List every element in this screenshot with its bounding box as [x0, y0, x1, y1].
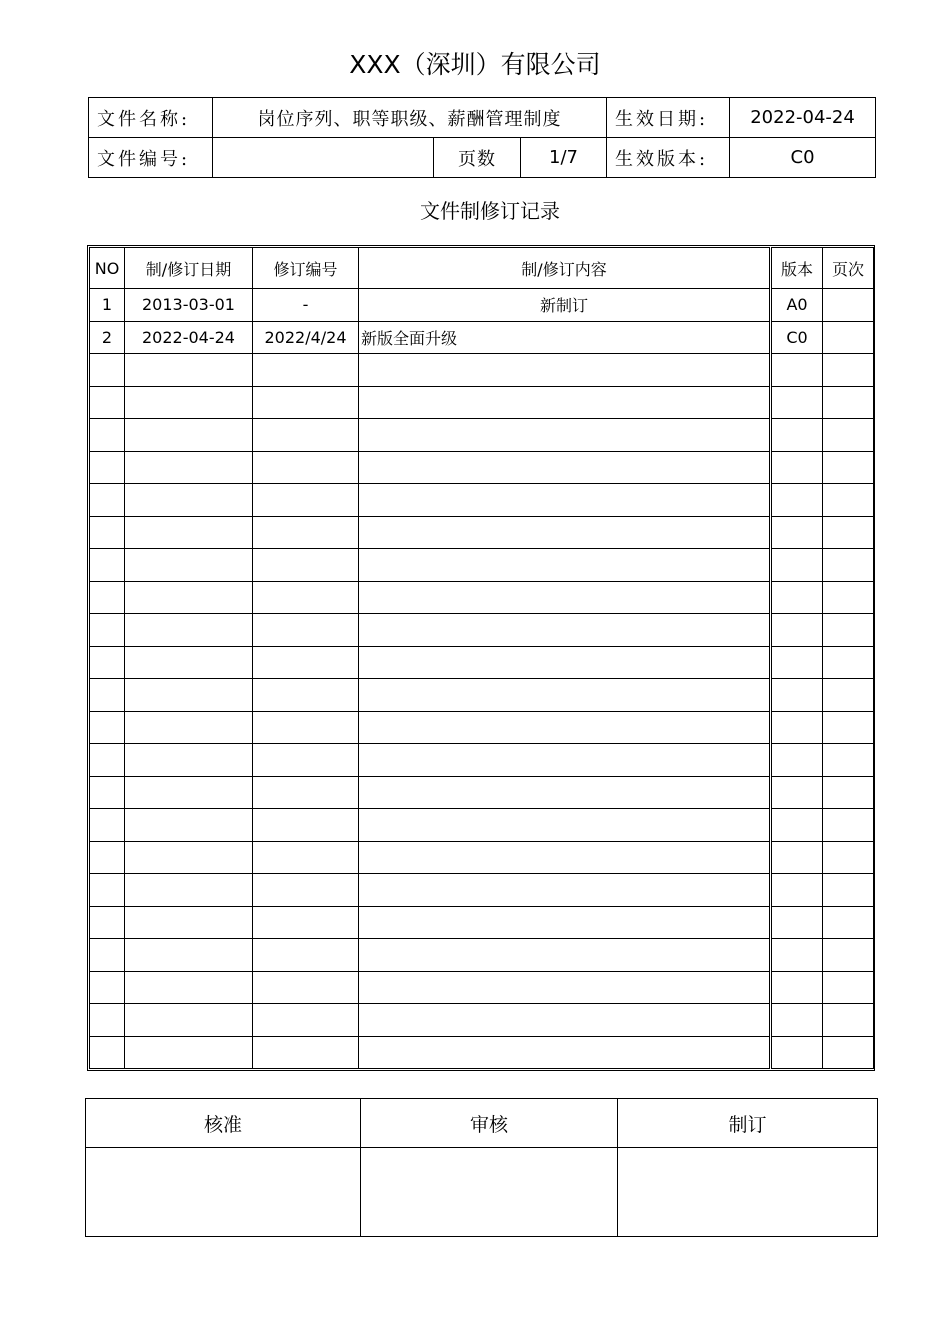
row-pages [823, 841, 874, 874]
row-no [90, 451, 125, 484]
row-no [90, 386, 125, 419]
row-date [125, 419, 253, 452]
row-content [359, 354, 771, 387]
row-pages [823, 321, 874, 354]
row-content [359, 451, 771, 484]
header-version: 版本 [771, 248, 823, 289]
row-pages [823, 484, 874, 517]
effective-date-value: 2022-04-24 [730, 98, 876, 138]
company-title: XXX（深圳）有限公司 [349, 50, 601, 79]
row-pages [823, 646, 874, 679]
row-version [771, 451, 823, 484]
row-rev-number [253, 549, 359, 582]
row-rev-number [253, 906, 359, 939]
table-row [90, 321, 874, 354]
review-signature-cell[interactable] [361, 1148, 618, 1237]
row-version [771, 809, 823, 842]
row-no [90, 874, 125, 907]
row-pages [823, 809, 874, 842]
row-rev-number [253, 1004, 359, 1037]
table-row [90, 809, 874, 842]
row-no: 2 [90, 321, 125, 354]
revision-header-row [90, 248, 874, 289]
row-version [771, 906, 823, 939]
row-version [771, 744, 823, 777]
row-content [359, 906, 771, 939]
row-pages [823, 1004, 874, 1037]
table-row [90, 451, 874, 484]
table-row [90, 939, 874, 972]
row-no [90, 354, 125, 387]
row-version [771, 679, 823, 712]
table-row [90, 874, 874, 907]
row-rev-number [253, 646, 359, 679]
row-content [359, 516, 771, 549]
row-date [125, 1004, 253, 1037]
info-row-number [89, 138, 876, 178]
table-row [90, 776, 874, 809]
row-content [359, 711, 771, 744]
row-pages [823, 776, 874, 809]
row-date [125, 939, 253, 972]
row-date [125, 906, 253, 939]
row-version [771, 776, 823, 809]
row-date [125, 1036, 253, 1069]
row-content [359, 744, 771, 777]
row-no [90, 484, 125, 517]
row-pages [823, 906, 874, 939]
table-row [90, 516, 874, 549]
row-rev-number [253, 1036, 359, 1069]
header-content: 制/修订内容 [359, 248, 771, 289]
row-content [359, 679, 771, 712]
row-rev-number: 2022/4/24 [253, 321, 359, 354]
row-no [90, 776, 125, 809]
row-content [359, 874, 771, 907]
row-pages [823, 679, 874, 712]
row-content [359, 776, 771, 809]
pages-value: 1/7 [521, 138, 607, 178]
table-row [90, 1036, 874, 1069]
table-row [90, 419, 874, 452]
doc-name-value: 岗位序列、职等职级、薪酬管理制度 [213, 98, 607, 138]
row-date [125, 874, 253, 907]
row-pages [823, 971, 874, 1004]
row-date: 2013-03-01 [125, 289, 253, 322]
row-rev-number [253, 939, 359, 972]
row-pages [823, 614, 874, 647]
row-date [125, 744, 253, 777]
approve-signature-cell[interactable] [86, 1148, 361, 1237]
row-rev-number [253, 711, 359, 744]
row-pages [823, 744, 874, 777]
row-no [90, 1036, 125, 1069]
table-row [90, 711, 874, 744]
row-no [90, 939, 125, 972]
row-no [90, 841, 125, 874]
row-content [359, 484, 771, 517]
row-version [771, 614, 823, 647]
row-content [359, 646, 771, 679]
document-info-table [88, 97, 876, 178]
row-rev-number [253, 451, 359, 484]
row-date [125, 841, 253, 874]
row-version [771, 874, 823, 907]
row-no: 1 [90, 289, 125, 322]
doc-name-label: 文件名称: [89, 98, 213, 138]
row-date [125, 646, 253, 679]
row-rev-number [253, 581, 359, 614]
row-date [125, 809, 253, 842]
table-row [90, 549, 874, 582]
table-row [90, 646, 874, 679]
row-date [125, 386, 253, 419]
row-version [771, 516, 823, 549]
row-rev-number [253, 386, 359, 419]
row-date [125, 679, 253, 712]
prepare-signature-cell[interactable] [618, 1148, 878, 1237]
row-rev-number [253, 484, 359, 517]
table-row [90, 906, 874, 939]
row-version [771, 711, 823, 744]
row-date [125, 711, 253, 744]
row-content [359, 581, 771, 614]
row-pages [823, 1036, 874, 1069]
row-pages [823, 451, 874, 484]
row-content [359, 971, 771, 1004]
table-row [90, 744, 874, 777]
approval-table [85, 1098, 878, 1237]
row-rev-number [253, 971, 359, 1004]
row-date: 2022-04-24 [125, 321, 253, 354]
row-rev-number [253, 874, 359, 907]
row-version [771, 646, 823, 679]
table-row [90, 841, 874, 874]
row-pages [823, 516, 874, 549]
row-no [90, 614, 125, 647]
row-no [90, 711, 125, 744]
table-row [90, 289, 874, 322]
row-version [771, 971, 823, 1004]
row-version [771, 939, 823, 972]
table-row [90, 354, 874, 387]
row-version [771, 484, 823, 517]
effective-version-label: 生效版本: [607, 138, 730, 178]
effective-version-value: C0 [730, 138, 876, 178]
row-date [125, 776, 253, 809]
row-date [125, 484, 253, 517]
pages-label: 页数 [434, 138, 521, 178]
row-date [125, 581, 253, 614]
header-no: NO [90, 248, 125, 289]
row-no [90, 906, 125, 939]
row-no [90, 516, 125, 549]
row-pages [823, 939, 874, 972]
row-content: 新制订 [359, 289, 771, 322]
row-rev-number [253, 354, 359, 387]
row-no [90, 971, 125, 1004]
revision-table-body [90, 248, 874, 1069]
row-content [359, 549, 771, 582]
row-pages [823, 386, 874, 419]
header-date: 制/修订日期 [125, 248, 253, 289]
header-rev-number: 修订编号 [253, 248, 359, 289]
row-content [359, 1036, 771, 1069]
row-content: 新版全面升级 [359, 321, 771, 354]
row-content [359, 419, 771, 452]
row-no [90, 646, 125, 679]
row-rev-number: - [253, 289, 359, 322]
row-version [771, 581, 823, 614]
row-version [771, 386, 823, 419]
row-no [90, 549, 125, 582]
row-rev-number [253, 841, 359, 874]
row-content [359, 386, 771, 419]
row-rev-number [253, 679, 359, 712]
table-row [90, 484, 874, 517]
row-rev-number [253, 516, 359, 549]
row-pages [823, 874, 874, 907]
row-version [771, 1036, 823, 1069]
row-pages [823, 419, 874, 452]
row-date [125, 549, 253, 582]
row-pages [823, 711, 874, 744]
table-row [90, 614, 874, 647]
header-pages: 页次 [823, 248, 874, 289]
row-no [90, 809, 125, 842]
row-rev-number [253, 809, 359, 842]
row-rev-number [253, 614, 359, 647]
doc-number-label: 文件编号: [89, 138, 213, 178]
row-version [771, 354, 823, 387]
row-pages [823, 354, 874, 387]
row-content [359, 809, 771, 842]
row-pages [823, 581, 874, 614]
row-version: A0 [771, 289, 823, 322]
approval-header-row [86, 1099, 878, 1148]
row-rev-number [253, 419, 359, 452]
row-version [771, 419, 823, 452]
table-row [90, 971, 874, 1004]
approve-label: 核准 [86, 1099, 361, 1148]
revision-table [89, 247, 874, 1069]
revision-table-frame [87, 245, 875, 1071]
prepare-label: 制订 [618, 1099, 878, 1148]
revision-record-title: 文件制修订记录 [420, 199, 560, 223]
table-row [90, 679, 874, 712]
row-date [125, 451, 253, 484]
row-no [90, 679, 125, 712]
row-no [90, 419, 125, 452]
row-date [125, 354, 253, 387]
row-version [771, 549, 823, 582]
table-row [90, 386, 874, 419]
row-content [359, 1004, 771, 1037]
row-date [125, 971, 253, 1004]
doc-number-value [213, 138, 434, 178]
row-pages [823, 289, 874, 322]
approval-signature-row [86, 1148, 878, 1237]
row-pages [823, 549, 874, 582]
table-row [90, 1004, 874, 1037]
info-row-name [89, 98, 876, 138]
row-date [125, 614, 253, 647]
row-content [359, 614, 771, 647]
row-version [771, 1004, 823, 1037]
row-no [90, 581, 125, 614]
row-version [771, 841, 823, 874]
table-row [90, 581, 874, 614]
row-version: C0 [771, 321, 823, 354]
row-rev-number [253, 776, 359, 809]
row-content [359, 841, 771, 874]
row-content [359, 939, 771, 972]
row-no [90, 744, 125, 777]
row-rev-number [253, 744, 359, 777]
row-no [90, 1004, 125, 1037]
effective-date-label: 生效日期: [607, 98, 730, 138]
review-label: 审核 [361, 1099, 618, 1148]
row-date [125, 516, 253, 549]
